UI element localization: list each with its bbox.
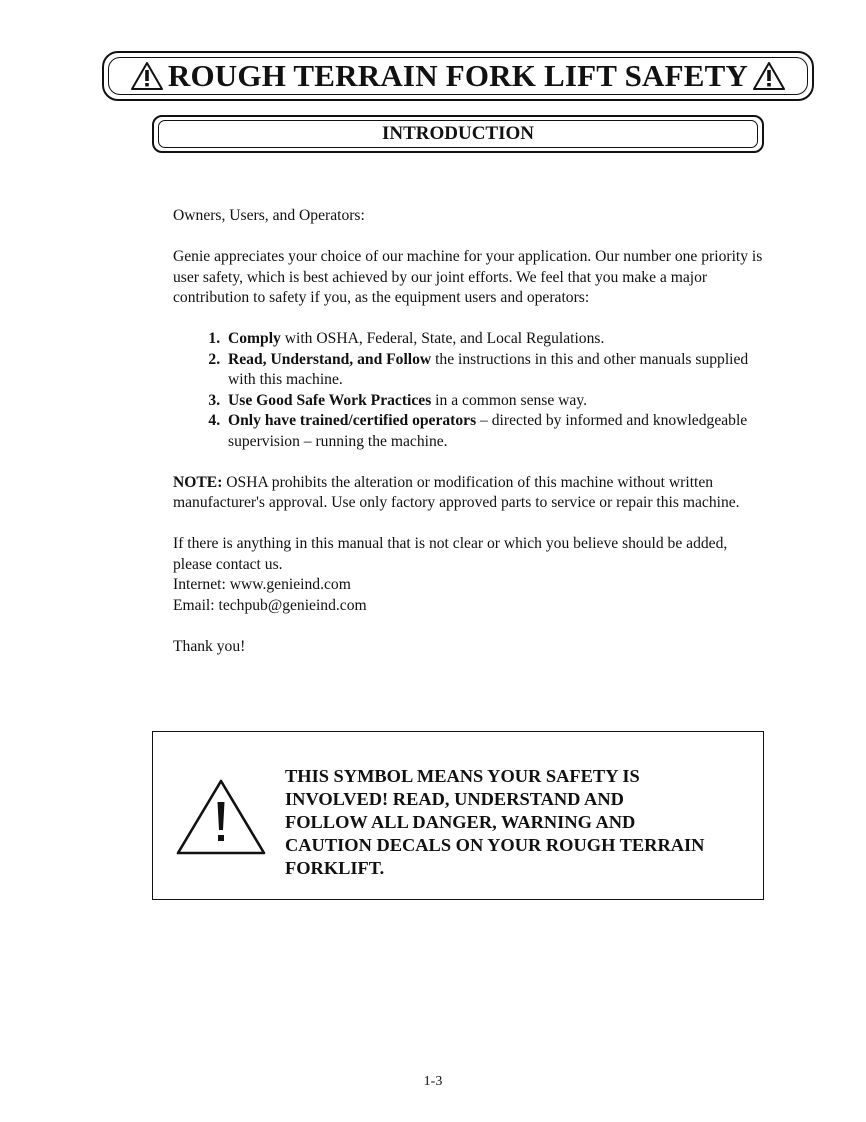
thanks: Thank you! xyxy=(173,637,246,655)
page-title: ROUGH TERRAIN FORK LIFT SAFETY xyxy=(167,58,749,93)
email-link[interactable]: techpub@genieind.com xyxy=(218,596,367,614)
contact-text: If there is anything in this manual that is not clear or which you believe should be added, please contact us. xyxy=(173,535,728,573)
website-link[interactable]: www.genieind.com xyxy=(229,576,351,593)
section-title: INTRODUCTION xyxy=(158,120,758,148)
section-banner xyxy=(152,115,764,153)
internet-label: Internet: xyxy=(173,576,230,593)
list-item: 2. Read, Understand, and Follow the instructions in this and other manuals supplied with this machine. xyxy=(224,350,763,391)
safety-alert-triangle-icon xyxy=(175,778,267,856)
warning-triangle-icon xyxy=(130,61,164,91)
note-paragraph xyxy=(173,473,763,514)
list-item: 4. Only have trained/certified operators – directed by informed and knowledgeable supervision – running the machine. xyxy=(224,411,763,452)
salutation: Owners, Users, and Operators: xyxy=(173,207,365,224)
safety-notice-box xyxy=(152,731,764,900)
document-body xyxy=(173,206,763,678)
safety-commitments-list xyxy=(173,329,763,452)
safety-notice-text: THIS SYMBOL MEANS YOUR SAFETY IS INVOLVED! READ, UNDERSTAND AND FOLLOW ALL DANGER, WARNING AND CAUTION DECALS ON YOUR ROUGH TERRAIN FORKLIFT. xyxy=(285,766,705,878)
list-item: 3. Use Good Safe Work Practices in a common sense way. xyxy=(224,391,763,412)
email-label: Email: xyxy=(173,596,219,614)
list-item: 1. Comply with OSHA, Federal, State, and Local Regulations. xyxy=(224,329,763,350)
title-banner-inner xyxy=(108,57,808,95)
page-number: 1-3 xyxy=(423,1074,443,1089)
note-label: NOTE: xyxy=(173,473,223,491)
intro-paragraph: Genie appreciates your choice of our machine for your application. Our number one priority is user safety, which is best achieved by our joint efforts. We feel that you make a major contribution to safety if you, as the equipment users and operators: xyxy=(173,248,763,306)
note-text: OSHA prohibits the alteration or modification of this machine without written manufacturer's approval. Use only factory approved parts to service or repair this machine. xyxy=(173,473,740,511)
title-banner xyxy=(102,51,814,101)
warning-triangle-icon xyxy=(752,61,786,91)
contact-paragraph xyxy=(173,534,763,616)
